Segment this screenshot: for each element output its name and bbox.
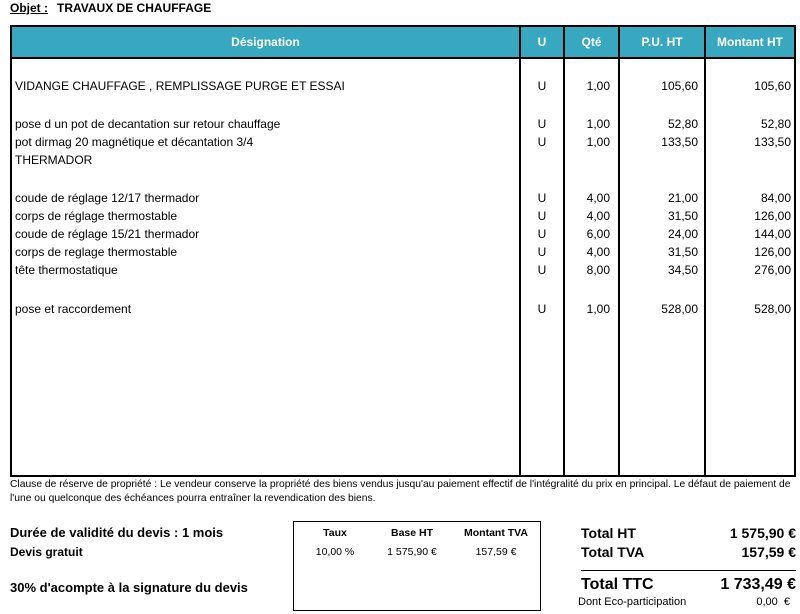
row-amount: 276,00 [754,263,791,277]
vat-base: 1 575,90 € [387,546,437,558]
free-quote-text: Devis gratuit [10,545,83,559]
validity-text: Durée de validité du devis : 1 mois [10,525,224,540]
row-unit: U [537,79,547,93]
row-unit-price: 31,50 [667,245,698,259]
table-row [12,262,794,279]
row-qty: 4,00 [586,191,610,205]
table-row [12,116,794,133]
row-amount: 528,00 [754,302,791,316]
col-unit: U [537,35,547,49]
total-ht-label: Total HT [581,525,636,541]
table-row [12,244,794,261]
row-unit: U [537,117,547,131]
objet-label: Objet : [10,1,48,15]
table-row [12,78,794,95]
table-row [12,134,794,151]
total-tva-value: 157,59 € [741,544,796,560]
objet-value: TRAVAUX DE CHAUFFAGE [57,1,212,15]
total-ttc-label: Total TTC [581,576,654,593]
row-qty: 8,00 [586,263,610,277]
row-qty: 1,00 [586,79,610,93]
total-ht-value: 1 575,90 € [729,525,796,541]
table-row [12,208,794,225]
totals-divider [581,570,796,571]
row-qty: 6,00 [586,227,610,241]
row-designation: VIDANGE CHAUFFAGE , REMPLISSAGE PURGE ET ESSAI [15,79,345,93]
row-qty: 4,00 [586,245,610,259]
ownership-clause: Clause de réserve de propriété : Le vendeur conserve la propriété des biens vendus jusqu'au paiement effectif de l'intégralité du prix en principal. Le défaut de paiement de l'une ou quelconque des échéances pourra entraîner la revendication des biens. [10,479,791,504]
row-amount: 105,60 [754,79,791,93]
col-amount: Montant HT [717,35,783,49]
row-designation: corps de reglage thermostable [15,245,178,259]
row-designation: coude de réglage 12/17 thermador [15,191,200,205]
vat-amount: 157,59 € [475,546,517,558]
vat-table [293,521,541,611]
vat-rate-header: Taux [323,527,347,539]
table-row [12,190,794,207]
row-amount: 126,00 [754,245,791,259]
vat-rate: 10,00 % [315,546,355,558]
col-qty: Qté [581,35,602,49]
vat-amount-header: Montant TVA [464,527,528,539]
deposit-text: 30% d'acompte à la signature du devis [10,580,248,595]
row-unit-price: 34,50 [667,263,698,277]
table-row [12,226,794,243]
col-unit-price: P.U. HT [641,35,683,49]
vat-base-header: Base HT [390,527,433,539]
row-designation: pot dirmag 20 magnétique et décantation 3/4 [15,135,254,149]
row-designation: coude de réglage 15/21 thermador [15,227,200,241]
row-amount: 52,80 [760,117,791,131]
row-amount: 84,00 [760,191,791,205]
table-header [12,27,794,59]
row-designation: tête thermostatique [15,263,118,277]
row-amount: 126,00 [754,209,791,223]
row-unit: U [537,135,547,149]
row-qty: 1,00 [586,117,610,131]
row-designation: pose d un pot de decantation sur retour chauffage [15,117,281,131]
row-amount: 144,00 [754,227,791,241]
row-amount: 133,50 [754,135,791,149]
row-unit-price: 528,00 [661,302,698,316]
row-designation: THERMADOR [15,153,93,167]
eco-participation-value: 0,00 € [756,596,790,608]
col-designation: Désignation [231,35,300,49]
row-unit-price: 31,50 [667,209,698,223]
table-row [12,301,794,318]
row-unit-price: 133,50 [661,135,698,149]
row-unit: U [537,263,547,277]
total-tva-label: Total TVA [581,544,645,560]
row-qty: 1,00 [586,302,610,316]
row-unit-price: 24,00 [667,227,698,241]
row-unit: U [537,227,547,241]
row-qty: 4,00 [586,209,610,223]
row-designation: corps de réglage thermostable [15,209,178,223]
quote-table [10,25,796,477]
table-row [12,152,794,169]
row-unit: U [537,209,547,223]
row-qty: 1,00 [586,135,610,149]
row-unit-price: 21,00 [667,191,698,205]
row-unit: U [537,302,547,316]
row-unit-price: 52,80 [667,117,698,131]
row-unit: U [537,245,547,259]
object-line [10,1,211,15]
eco-participation-label: Dont Eco-participation [578,596,687,608]
total-ttc-value: 1 733,49 € [720,576,796,593]
row-unit-price: 105,60 [661,79,698,93]
row-designation: pose et raccordement [15,302,132,316]
row-unit: U [537,191,547,205]
